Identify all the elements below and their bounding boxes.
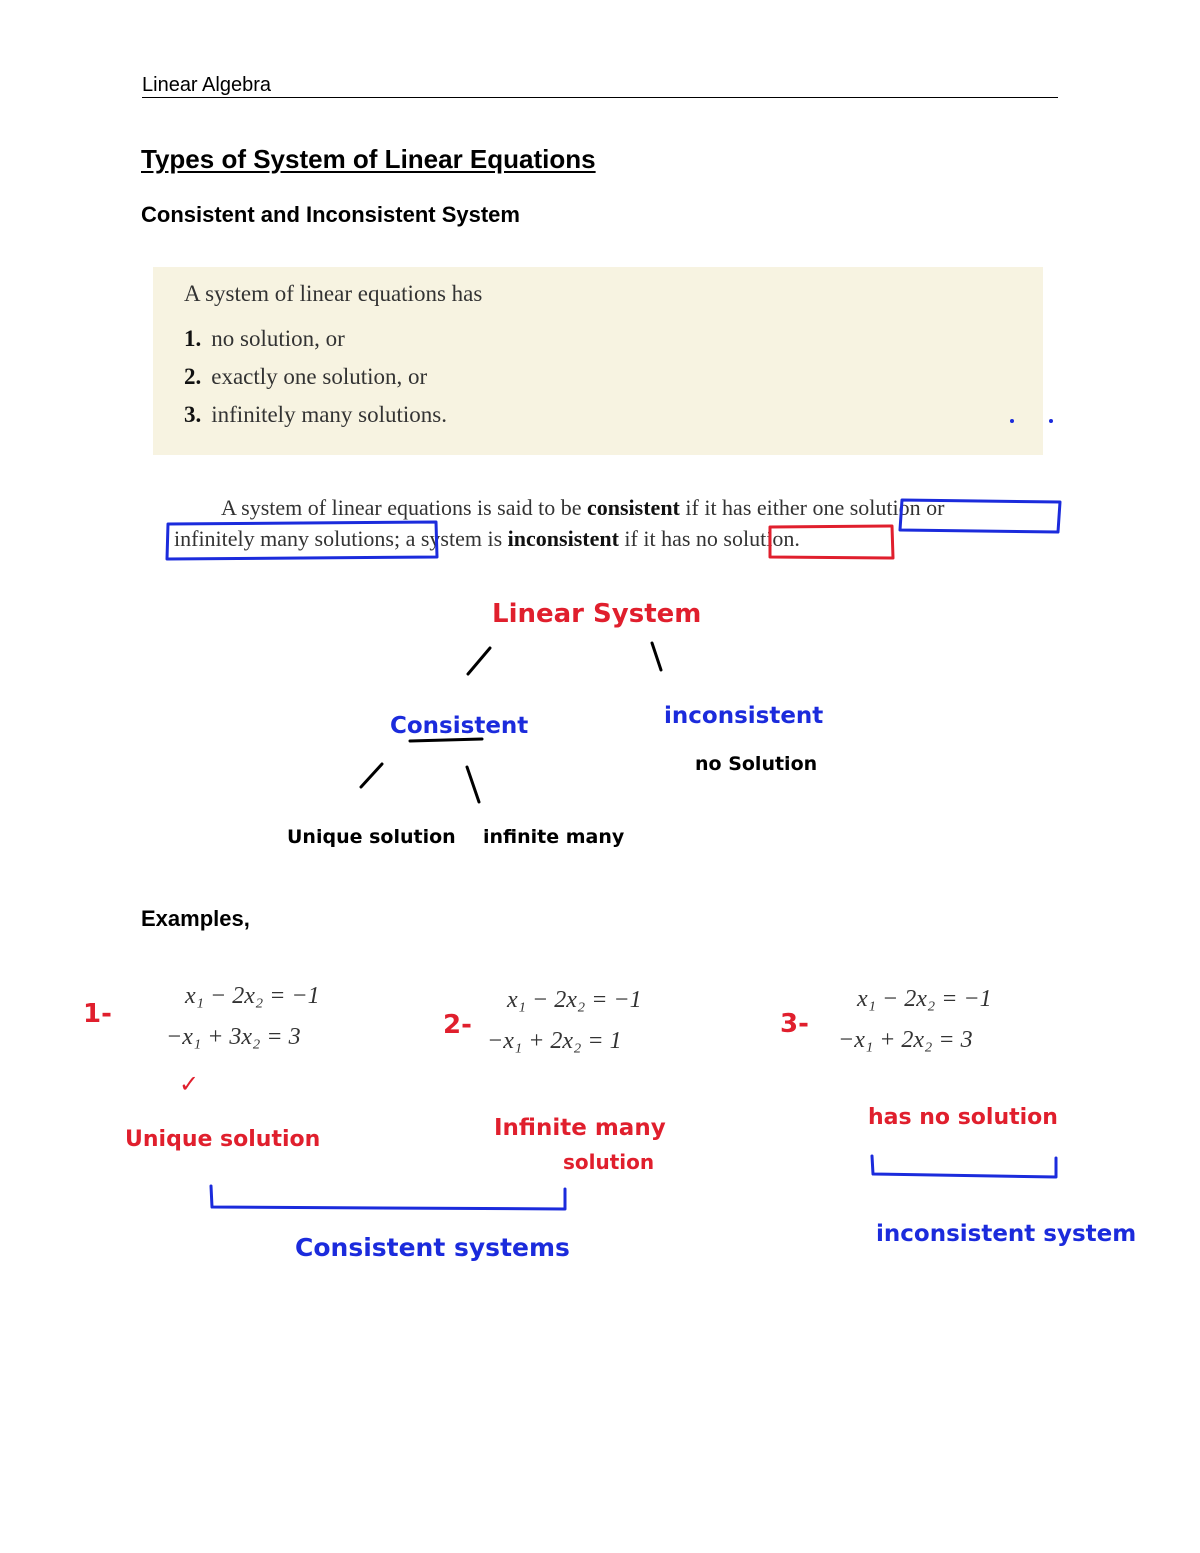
tree-branch-left <box>468 648 490 674</box>
tree-branch-left-right <box>467 767 479 802</box>
example-1-eq-1: x₁ − 2x₂ = −1 <box>185 983 320 1009</box>
definition-intro: A system of linear equations has <box>184 281 483 306</box>
highlight-box-one-solution <box>900 500 1060 532</box>
example-3-note: has no solution <box>868 1105 1058 1130</box>
example-3-eq-2: −x₁ + 2x₂ = 3 <box>838 1027 973 1053</box>
tree-underline <box>410 739 482 741</box>
definition-item-number: 2. <box>184 364 202 389</box>
tree-branch-left-left <box>361 764 382 787</box>
example-3-marker: 3- <box>780 1009 809 1039</box>
highlight-one-solution: one solution or <box>812 495 945 520</box>
inconsistent-system-label: inconsistent system <box>876 1221 1137 1247</box>
tree-root-label: Linear System <box>492 599 702 629</box>
example-2-note-line-2: solution <box>563 1150 655 1174</box>
example-3-eq-1: x₁ − 2x₂ = −1 <box>857 986 992 1012</box>
paragraph-text: if it has either <box>679 495 813 520</box>
definition-item-number: 1. <box>184 326 202 351</box>
paragraph-text: A system of linear equations is said to be <box>221 495 587 520</box>
definition-item-text: exactly one solution, or <box>211 364 428 389</box>
example-1-note: Unique solution <box>125 1127 321 1152</box>
highlight-box-infinitely-many <box>167 522 437 559</box>
examples-label: Examples, <box>141 906 250 931</box>
definition-item-number: 3. <box>184 402 202 427</box>
inconsistent-bracket <box>872 1156 1056 1177</box>
tree-no-solution-label: no Solution <box>695 753 818 775</box>
tree-infinite-many-label: infinite many <box>483 826 625 848</box>
header-title: Linear Algebra <box>142 74 271 96</box>
highlight-box-no-solution <box>770 526 893 558</box>
inconsistent-term: inconsistent <box>507 526 619 551</box>
definition-item-text: no solution, or <box>211 326 345 351</box>
example-2-note-line-1: Infinite many <box>494 1115 666 1141</box>
paragraph-text: if it has <box>618 526 696 551</box>
consistent-systems-label: Consistent systems <box>295 1233 570 1262</box>
highlight-no-solution: no solution. <box>695 526 800 551</box>
ink-dot <box>1049 419 1053 423</box>
example-2-eq-2: −x₁ + 2x₂ = 1 <box>487 1028 622 1054</box>
tree-branch-right <box>652 643 661 670</box>
example-1-check: ✓ <box>179 1070 200 1098</box>
page-title: Types of System of Linear Equations <box>141 144 596 174</box>
tree-inconsistent-label: inconsistent <box>664 703 824 729</box>
example-1-eq-2: −x₁ + 3x₂ = 3 <box>166 1024 301 1050</box>
definition-item-text: infinitely many solutions. <box>211 402 447 427</box>
ink-dot <box>1010 419 1014 423</box>
example-1-marker: 1- <box>83 999 112 1029</box>
section-subtitle: Consistent and Inconsistent System <box>141 202 520 227</box>
tree-consistent-label: Consistent <box>390 713 529 739</box>
example-2-eq-1: x₁ − 2x₂ = −1 <box>507 987 642 1013</box>
paragraph-text: a system is <box>400 526 508 551</box>
consistent-term: consistent <box>587 495 680 520</box>
consistent-bracket <box>211 1186 565 1209</box>
example-2-marker: 2- <box>443 1010 472 1040</box>
tree-unique-solution-label: Unique solution <box>287 826 456 848</box>
highlight-infinitely-many: infinitely many solutions; <box>174 526 401 551</box>
